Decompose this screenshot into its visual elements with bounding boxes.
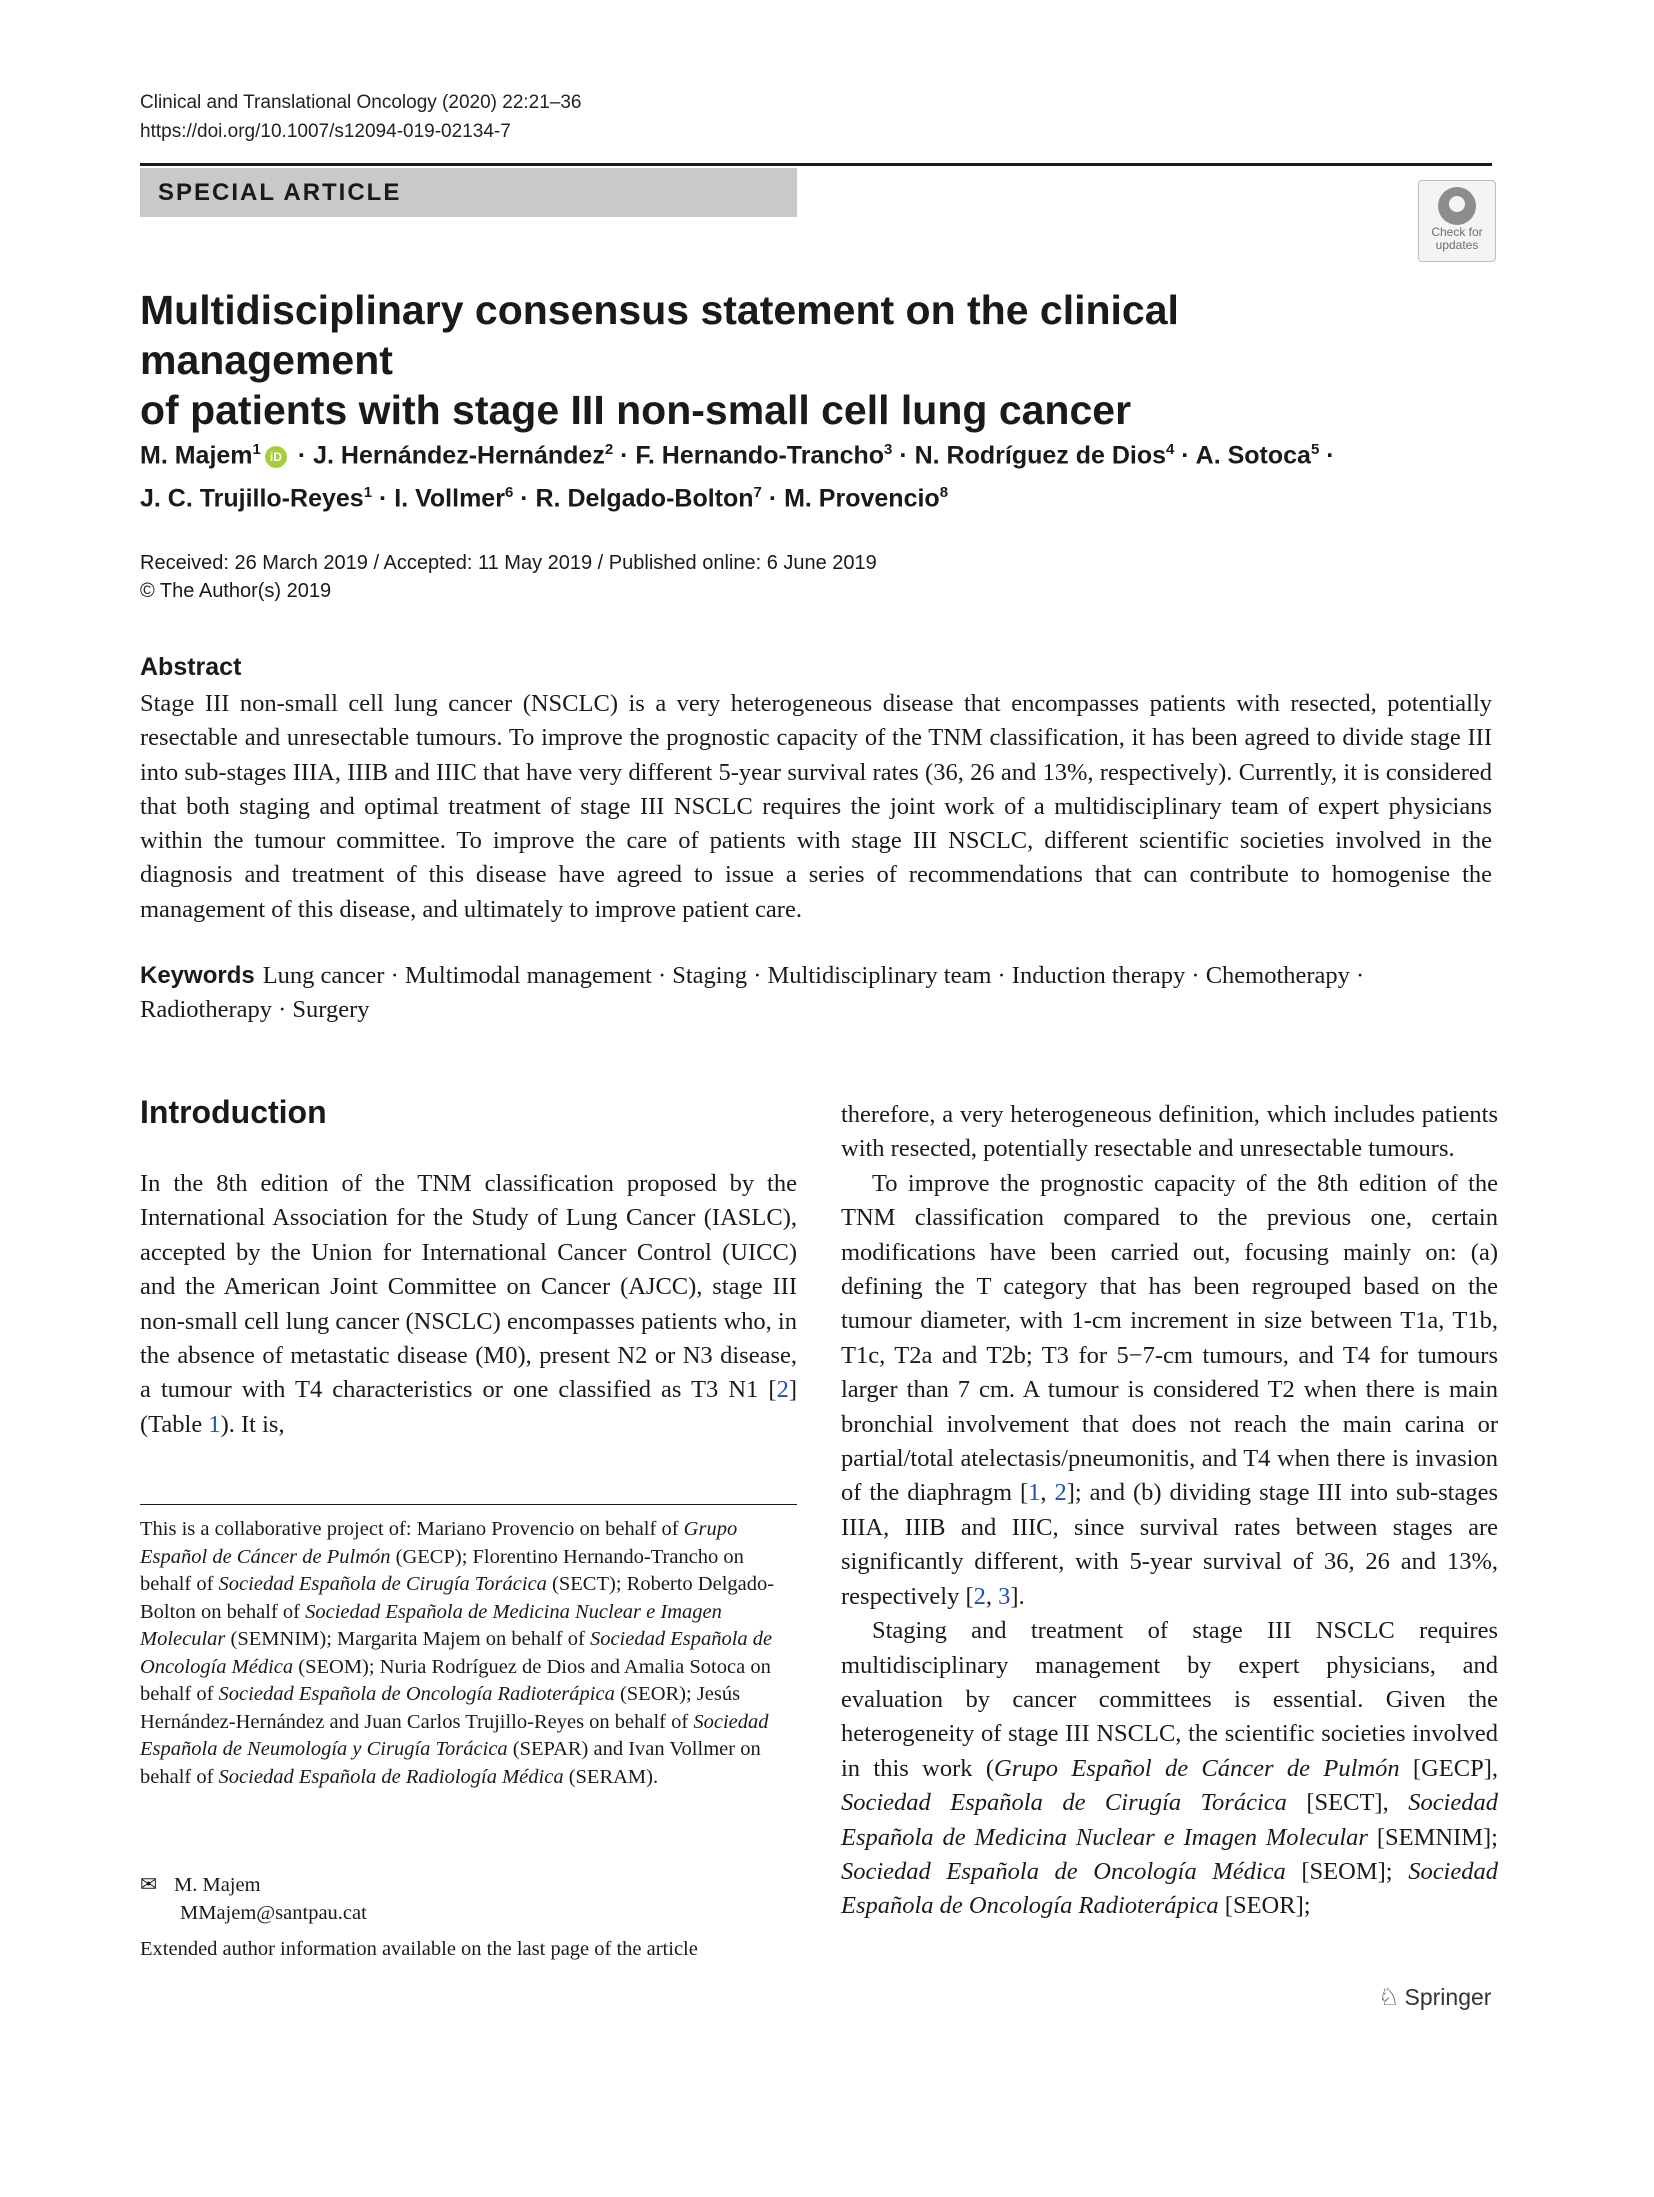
publisher-logo bbox=[1378, 1983, 1491, 2012]
society-name: Sociedad Española de Cirugía Torácica bbox=[841, 1789, 1287, 1817]
text-run: ]. bbox=[1010, 1582, 1025, 1610]
title-line-2: of patients with stage III non-small cell lung cancer bbox=[140, 387, 1132, 433]
text-run: [SECT], bbox=[1286, 1789, 1409, 1817]
left-column bbox=[140, 1167, 797, 1442]
footnote-rule bbox=[140, 1504, 797, 1505]
intro-paragraph-3 bbox=[841, 1614, 1498, 1924]
springer-horse-icon: ♘ bbox=[1378, 1984, 1400, 2011]
author-affiliation: 3 bbox=[884, 441, 893, 458]
society-name: Sociedad Española de Oncología Médica bbox=[841, 1857, 1286, 1885]
author-name[interactable]: M. Majem bbox=[140, 441, 253, 470]
copyright: © The Author(s) 2019 bbox=[140, 580, 332, 602]
keywords-list: Lung cancer · Multimodal management · Staging · Multidisciplinary team · Induction therapy · Chemotherapy · Radiotherapy · Surgery bbox=[140, 962, 1365, 1024]
author-separator: · bbox=[290, 441, 314, 470]
text-run: [SEMNIM]; bbox=[1367, 1823, 1498, 1851]
author-name[interactable]: N. Rodríguez de Dios bbox=[914, 441, 1167, 470]
journal-citation: Clinical and Translational Oncology (2020) 22:21–36 bbox=[140, 92, 582, 113]
author-affiliation: 6 bbox=[504, 484, 514, 502]
orcid-icon[interactable]: iD bbox=[265, 446, 287, 468]
text-run: [SEOM]; bbox=[1285, 1857, 1409, 1885]
introduction-heading: Introduction bbox=[140, 1094, 327, 1130]
society-name: Sociedad Española de Medicina Nuclear e Imagen Molecular bbox=[140, 1600, 722, 1650]
intro-paragraph-2 bbox=[841, 1167, 1498, 1614]
top-rule bbox=[140, 163, 1492, 166]
citation-link[interactable]: 2 bbox=[973, 1582, 986, 1610]
check-updates-line1: Check for bbox=[1431, 225, 1483, 239]
text-run: (SEPAR) and Ivan Vollmer on behalf of bbox=[140, 1738, 761, 1788]
author-separator: · bbox=[761, 484, 785, 513]
publisher-name: Springer bbox=[1404, 1984, 1492, 2010]
text-run: (SEMNIM); Margarita Majem on behalf of bbox=[225, 1628, 590, 1650]
author-affiliation: 8 bbox=[939, 484, 949, 502]
author-separator: · bbox=[613, 441, 636, 470]
text-run: ]; and (b) dividing stage III into sub-stages IIIA, IIIB and IIIC, since survival rates between stages are significantly different, with 5-year survival of 36, 26 and 13%, respectively [ bbox=[841, 1479, 1499, 1610]
author-affiliation: 1 bbox=[252, 441, 261, 458]
author-separator: · bbox=[892, 441, 915, 470]
right-column bbox=[841, 1098, 1498, 1924]
history-dates: Received: 26 March 2019 / Accepted: 11 May 2019 / Published online: 6 June 2019 bbox=[140, 552, 877, 574]
citation-link[interactable]: 2 bbox=[776, 1376, 789, 1404]
intro-paragraph-1-cont: therefore, a very heterogeneous definition, which includes patients with resected, potentially resectable and unresectable tumours. bbox=[841, 1101, 1498, 1163]
table-link[interactable]: 1 bbox=[208, 1410, 221, 1438]
author-affiliation: 5 bbox=[1310, 441, 1320, 458]
text-run: (SEOR); Jesús Hernández-Hernández and Juan Carlos Trujillo-Reyes on behalf of bbox=[140, 1683, 741, 1733]
abstract-heading: Abstract bbox=[140, 653, 242, 681]
abstract-text: Stage III non-small cell lung cancer (NSCLC) is a very heterogeneous disease that encompasses patients with resected, potentially resectable and unresectable tumours. To improve the prognostic capacity of the TNM classification, it has been agreed to divide stage III into sub-stages IIIA, IIIB and IIIC that have very different 5-year survival rates (36, 26 and 13%, respectively). Currently, it is considered that both staging and optimal treatment of stage III NSCLC requires the joint work of a multidisciplinary team of expert physicians within the tumour committee. To improve the care of patients with stage III NSCLC, different scientific societies involved in the diagnosis and treatment of this disease have agreed to issue a series of recommendations that can contribute to homogenise the management of this disease, and ultimately to improve patient care. bbox=[140, 690, 1492, 923]
envelope-icon: ✉ bbox=[140, 1874, 158, 1896]
article-title bbox=[140, 285, 1390, 435]
author-name[interactable]: J. Hernández-Hernández bbox=[313, 441, 605, 470]
doi-link[interactable]: https://doi.org/10.1007/s12094-019-02134-7 bbox=[140, 121, 511, 142]
text-run: , bbox=[1040, 1479, 1055, 1507]
society-name: Grupo Español de Cáncer de Pulmón bbox=[994, 1754, 1400, 1782]
author-separator: · bbox=[372, 484, 395, 513]
text-run: ] (Table bbox=[140, 1376, 797, 1438]
collaboration-footnote bbox=[140, 1516, 797, 1791]
check-updates-line2: updates bbox=[1435, 238, 1479, 252]
author-name[interactable]: F. Hernando-Trancho bbox=[635, 441, 885, 470]
author-separator: · bbox=[513, 484, 536, 513]
email-link[interactable]: MMajem@santpau.cat bbox=[180, 1901, 367, 1924]
author-affiliation: 1 bbox=[363, 484, 373, 502]
author-line-1 bbox=[140, 431, 1440, 474]
text-run: [GECP], bbox=[1399, 1754, 1499, 1782]
text-run: To improve the prognostic capacity of the 8th edition of the TNM classification compared to the previous one, certain modifications have been carried out, focusing mainly on: (a) defining the T category that has been regrouped based on the tumour diameter, with 1-cm increment in size between T1a, T1b, T1c, T2a and T2b; T3 for 5−7-cm tumours, and T4 for tumours larger than 7 cm. A tumour is considered T2 when there is main bronchial involvement that does not reach the main carina or partial/total atelectasis/pneumonitis, and T4 when there is invasion of the diaphragm [ bbox=[841, 1169, 1498, 1507]
society-name: Sociedad Española de Radiología Médica bbox=[218, 1765, 564, 1788]
text-run: This is a collaborative project of: Mariano Provencio on behalf of bbox=[140, 1518, 684, 1540]
author-affiliation: 4 bbox=[1166, 441, 1175, 458]
author-affiliation: 2 bbox=[604, 441, 614, 458]
author-name[interactable]: I. Vollmer bbox=[394, 484, 505, 513]
journal-meta bbox=[140, 88, 582, 146]
keywords bbox=[140, 959, 1492, 1028]
society-name: Sociedad Española de Cirugía Torácica bbox=[218, 1573, 547, 1595]
text-run: (SECT); Roberto Delgado-Bolton on behalf of bbox=[140, 1573, 775, 1623]
author-list bbox=[140, 431, 1440, 518]
title-line-1: Multidisciplinary consensus statement on the clinical management bbox=[140, 287, 1179, 383]
intro-paragraph-1 bbox=[140, 1167, 797, 1442]
author-name[interactable]: A. Sotoca bbox=[1195, 441, 1311, 470]
text-run: (SEOM); Nuria Rodríguez de Dios and Amalia Sotoca on behalf of bbox=[140, 1655, 771, 1705]
author-name[interactable]: R. Delgado-Bolton bbox=[535, 484, 754, 513]
article-type-label: SPECIAL ARTICLE bbox=[140, 168, 797, 217]
citation-link[interactable]: 2 bbox=[1054, 1479, 1067, 1507]
text-run: (GECP); Florentino Hernando-Trancho on behalf of bbox=[140, 1545, 744, 1595]
keywords-heading: Keywords bbox=[140, 962, 255, 989]
author-separator: · bbox=[1319, 441, 1335, 470]
author-separator: · bbox=[1174, 441, 1196, 470]
publication-dates bbox=[140, 549, 877, 605]
text-run: ). It is, bbox=[220, 1410, 285, 1438]
society-name: Sociedad Española de Oncología Médica bbox=[140, 1628, 773, 1678]
society-name: Sociedad Española de Oncología Radioterápica bbox=[218, 1683, 615, 1705]
society-name: Sociedad Española de Medicina Nuclear e Imagen Molecular bbox=[841, 1789, 1498, 1851]
correspondence bbox=[140, 1872, 367, 1927]
citation-link[interactable]: 3 bbox=[998, 1582, 1011, 1610]
author-line-2 bbox=[140, 474, 1440, 517]
author-name[interactable]: J. C. Trujillo-Reyes bbox=[140, 484, 364, 513]
check-for-updates-badge[interactable] bbox=[1418, 180, 1496, 262]
corresponding-author: M. Majem bbox=[174, 1874, 261, 1896]
author-name[interactable]: M. Provencio bbox=[784, 484, 940, 513]
text-run: , bbox=[985, 1582, 999, 1610]
text-run: In the 8th edition of the TNM classification proposed by the International Association for the Study of Lung Cancer (IASLC), accepted by the Union for International Cancer Control (UICC) and the American Joint Committee on Cancer (AJCC), stage III non-small cell lung cancer (NSCLC) encompasses patients who, in the absence of metastatic disease (M0), present N2 or N3 disease, a tumour with T4 characteristics or one classified as T3 N1 [ bbox=[140, 1170, 797, 1404]
text-run: Staging and treatment of stage III NSCLC requires multidisciplinary management by expert physicians, and evaluation by cancer committees is essential. Given the heterogeneity of stage III NSCLC, the scientific societies involved in this work ( bbox=[841, 1617, 1498, 1782]
extended-author-info: Extended author information available on the last page of the article bbox=[140, 1938, 698, 1960]
author-affiliation: 7 bbox=[753, 484, 762, 502]
text-run: [SEOR]; bbox=[1218, 1892, 1311, 1920]
society-name: Grupo Español de Cáncer de Pulmón bbox=[140, 1518, 738, 1568]
citation-link[interactable]: 1 bbox=[1028, 1479, 1041, 1507]
society-name: Sociedad Española de Oncología Radioterápica bbox=[841, 1857, 1498, 1920]
text-run: (SERAM). bbox=[563, 1765, 659, 1788]
check-for-updates-icon bbox=[1438, 187, 1476, 225]
society-name: Sociedad Española de Neumología y Cirugía Torácica bbox=[140, 1710, 769, 1760]
